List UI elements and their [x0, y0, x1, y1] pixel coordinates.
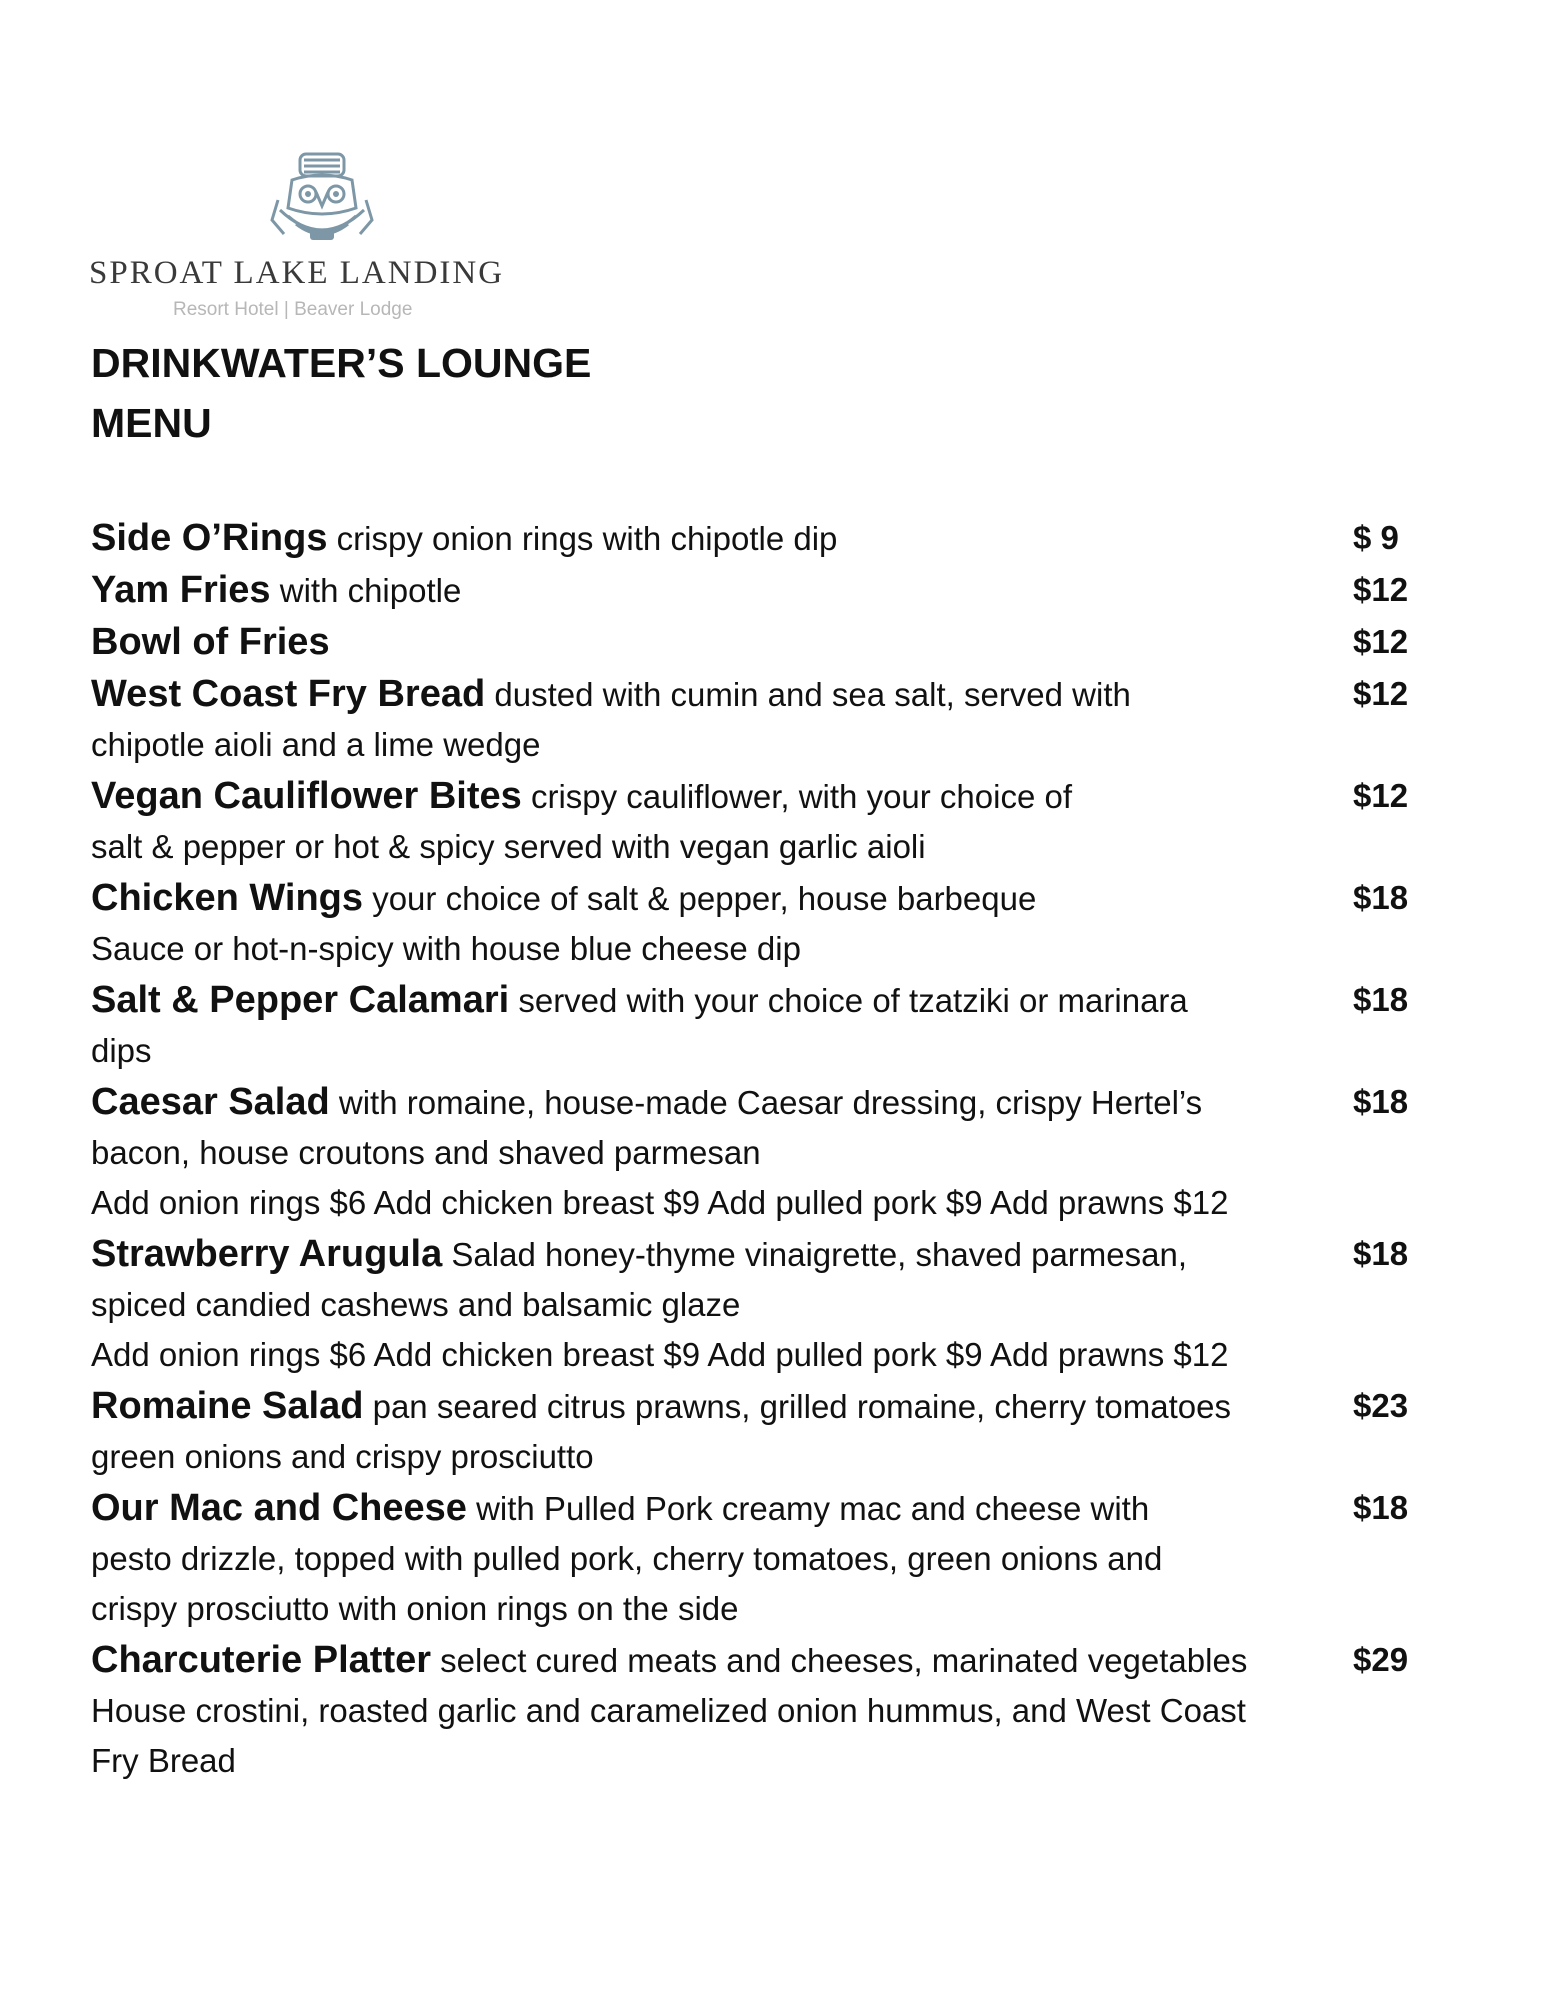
menu-item-row [91, 770, 1451, 822]
menu-item-description-continued [91, 924, 1451, 974]
menu-item-description-line: dips [91, 1032, 152, 1069]
menu-item-row [91, 872, 1451, 924]
menu-item [91, 668, 1451, 770]
menu-item [91, 1380, 1451, 1482]
menu-item-description-continued [91, 1686, 1451, 1736]
title-line-1: DRINKWATER’S LOUNGE [91, 340, 592, 386]
page-title [91, 333, 591, 453]
menu-item-description-continued [91, 822, 1451, 872]
menu-item-price: $18 [1353, 981, 1409, 1018]
brand-logo [86, 145, 576, 325]
menu-item [91, 1076, 1451, 1228]
menu-item-name: Our Mac and Cheese [91, 1487, 467, 1529]
menu-item-description: with Pulled Pork creamy mac and cheese with [466, 1490, 1150, 1527]
menu-item-row [91, 564, 1451, 616]
menu-item-description-line: salt & pepper or hot & spicy served with vegan garlic aioli [91, 828, 926, 865]
brand-name: SPROAT LAKE LANDING [89, 255, 505, 291]
menu-item-description-line: spiced candied cashews and balsamic glaze [91, 1286, 741, 1323]
menu-item-name: West Coast Fry Bread [91, 673, 486, 715]
menu-item-name: Bowl of Fries [91, 621, 330, 663]
menu-item-description-line: crispy prosciutto with onion rings on the side [91, 1590, 739, 1627]
menu-item-description: your choice of salt & pepper, house barbeque [363, 880, 1037, 917]
menu-item [91, 770, 1451, 872]
menu-item-description-continued [91, 1432, 1451, 1482]
menu-item-price: $12 [1353, 571, 1409, 608]
menu-item [91, 1634, 1451, 1786]
menu-item-description-line: chipotle aioli and a lime wedge [91, 726, 541, 763]
menu-item-description-continued [91, 1128, 1451, 1178]
menu-item-row [91, 1380, 1451, 1432]
menu-item [91, 512, 1451, 564]
menu-item-name: Side O’Rings [91, 517, 328, 559]
carved-mask-emblem-icon [270, 150, 374, 254]
menu-item-description: crispy cauliflower, with your choice of [521, 778, 1073, 815]
menu-item-description: Salad honey-thyme vinaigrette, shaved parmesan, [442, 1236, 1188, 1273]
menu-item-name: Caesar Salad [91, 1081, 330, 1123]
menu-item-name: Vegan Cauliflower Bites [91, 775, 522, 817]
menu-list [91, 512, 1451, 1786]
menu-item [91, 1482, 1451, 1634]
menu-item-description: with chipotle [270, 572, 462, 609]
menu-item-name: Charcuterie Platter [91, 1639, 432, 1681]
menu-item-description: with romaine, house-made Caesar dressing, crispy Hertel’s [329, 1084, 1203, 1121]
menu-item-price: $18 [1353, 1235, 1409, 1272]
menu-item-name: Salt & Pepper Calamari [91, 979, 510, 1021]
menu-item-description-continued [91, 1026, 1451, 1076]
menu-item-row [91, 1228, 1451, 1280]
menu-item [91, 564, 1451, 616]
menu-item-description-continued [91, 1736, 1451, 1786]
menu-item-name: Romaine Salad [91, 1385, 364, 1427]
menu-item-description-line: green onions and crispy prosciutto [91, 1438, 594, 1475]
menu-item-description: crispy onion rings with chipotle dip [327, 520, 838, 557]
menu-item-description-line: Sauce or hot-n-spicy with house blue cheese dip [91, 930, 801, 967]
menu-item-name: Yam Fries [91, 569, 271, 611]
menu-item-row [91, 616, 1451, 668]
menu-item-description-continued [91, 1534, 1451, 1584]
menu-item-row [91, 1634, 1451, 1686]
menu-item-description-continued [91, 1330, 1451, 1380]
menu-item-description: dusted with cumin and sea salt, served with [485, 676, 1131, 713]
menu-item-price: $ 9 [1353, 519, 1399, 556]
menu-item-description-line: Fry Bread [91, 1742, 236, 1779]
menu-item-name: Chicken Wings [91, 877, 364, 919]
menu-item-description-line: House crostini, roasted garlic and caramelized onion hummus, and West Coast [91, 1692, 1246, 1729]
menu-item [91, 974, 1451, 1076]
menu-item-price: $18 [1353, 879, 1409, 916]
menu-item-row [91, 1076, 1451, 1128]
menu-item-description-line: Add onion rings $6 Add chicken breast $9 Add pulled pork $9 Add prawns $12 [91, 1184, 1229, 1221]
menu-item-description-line: bacon, house croutons and shaved parmesan [91, 1134, 761, 1171]
menu-item-description-line: pesto drizzle, topped with pulled pork, cherry tomatoes, green onions and [91, 1540, 1163, 1577]
menu-item-price: $23 [1353, 1387, 1409, 1424]
menu-item-row [91, 668, 1451, 720]
menu-item-description-line: Add onion rings $6 Add chicken breast $9 Add pulled pork $9 Add prawns $12 [91, 1336, 1229, 1373]
menu-item [91, 616, 1451, 668]
menu-item-price: $12 [1353, 623, 1409, 660]
menu-item-row [91, 974, 1451, 1026]
menu-item-description-continued [91, 1280, 1451, 1330]
menu-item-description: served with your choice of tzatziki or marinara [509, 982, 1188, 1019]
menu-item-price: $18 [1353, 1083, 1409, 1120]
menu-item [91, 872, 1451, 974]
menu-item-price: $29 [1353, 1641, 1409, 1678]
menu-item-description: pan seared citrus prawns, grilled romaine, cherry tomatoes [363, 1388, 1231, 1425]
menu-item-description-continued [91, 1584, 1451, 1634]
menu-item [91, 1228, 1451, 1380]
menu-item-price: $18 [1353, 1489, 1409, 1526]
menu-item-row [91, 512, 1451, 564]
menu-item-row [91, 1482, 1451, 1534]
menu-item-description-continued [91, 720, 1451, 770]
menu-item-price: $12 [1353, 777, 1409, 814]
menu-item-description: select cured meats and cheeses, marinated vegetables [431, 1642, 1248, 1679]
menu-item-description-continued [91, 1178, 1451, 1228]
menu-item-price: $12 [1353, 675, 1409, 712]
title-line-2: MENU [91, 400, 212, 446]
menu-item-name: Strawberry Arugula [91, 1233, 443, 1275]
brand-subtitle: Resort Hotel | Beaver Lodge [173, 299, 413, 320]
